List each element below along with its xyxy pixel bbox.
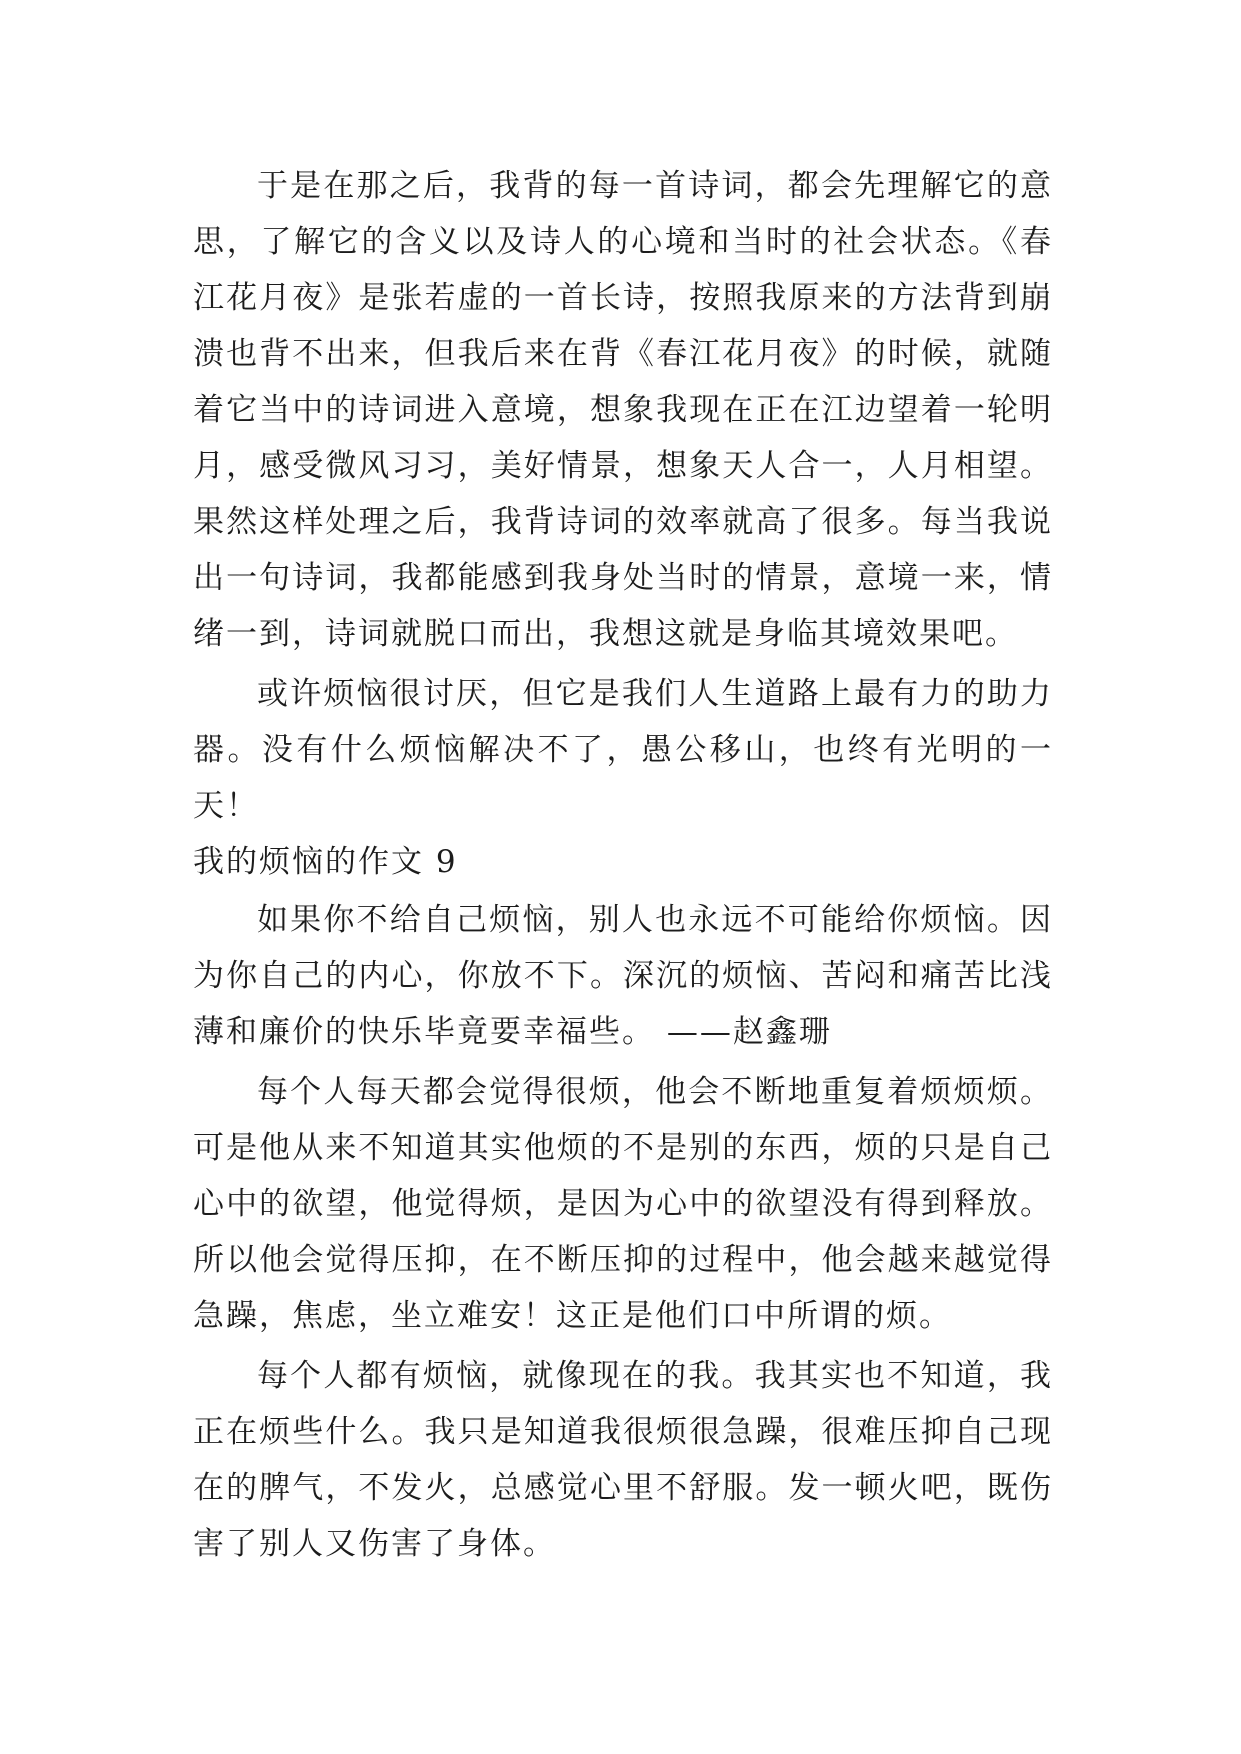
paragraph: 每个人每天都会觉得很烦，他会不断地重复着烦烦烦。可是他从来不知道其实他烦的不是别的东西，烦的只是自己心中的欲望，他觉得烦，是因为心中的欲望没有得到释放。所以他会觉得压抑，在不断压抑的过程中，他会越来越觉得急躁，焦虑，坐立难安！这正是他们口中所谓的烦。: [193, 1074, 1053, 1334]
paragraph: 于是在那之后，我背的每一首诗词，都会先理解它的意思，了解它的含义以及诗人的心境和当时的社会状态。《春江花月夜》是张若虚的一首长诗，按照我原来的方法背到崩溃也背不出来，但我后来在背《春江花月夜》的时候，就随着它当中的诗词进入意境，想象我现在正在江边望着一轮明月，感受微风习习，美好情景，想象天人合一，人月相望。果然这样处理之后，我背诗词的效率就高了很多。每当我说出一句诗词，我都能感到我身处当时的情景，意境一来，情绪一到，诗词就脱口而出，我想这就是身临其境效果吧。: [193, 168, 1053, 652]
paragraph: 每个人都有烦恼，就像现在的我。我其实也不知道，我正在烦些什么。我只是知道我很烦很急躁，很难压抑自己现在的脾气，不发火，总感觉心里不舒服。发一顿火吧，既伤害了别人又伤害了身体。: [193, 1358, 1053, 1562]
paragraph: 或许烦恼很讨厌，但它是我们人生道路上最有力的助力器。没有什么烦恼解决不了，愚公移山，也终有光明的一天！: [193, 676, 1053, 824]
paragraph: 如果你不给自己烦恼，别人也永远不可能给你烦恼。因为你自己的内心，你放不下。深沉的烦恼、苦闷和痛苦比浅薄和廉价的快乐毕竟要幸福些。 ——赵鑫珊: [193, 902, 1053, 1050]
document-body: [193, 158, 1053, 1572]
section-heading: 我的烦恼的作文 9: [193, 844, 458, 880]
